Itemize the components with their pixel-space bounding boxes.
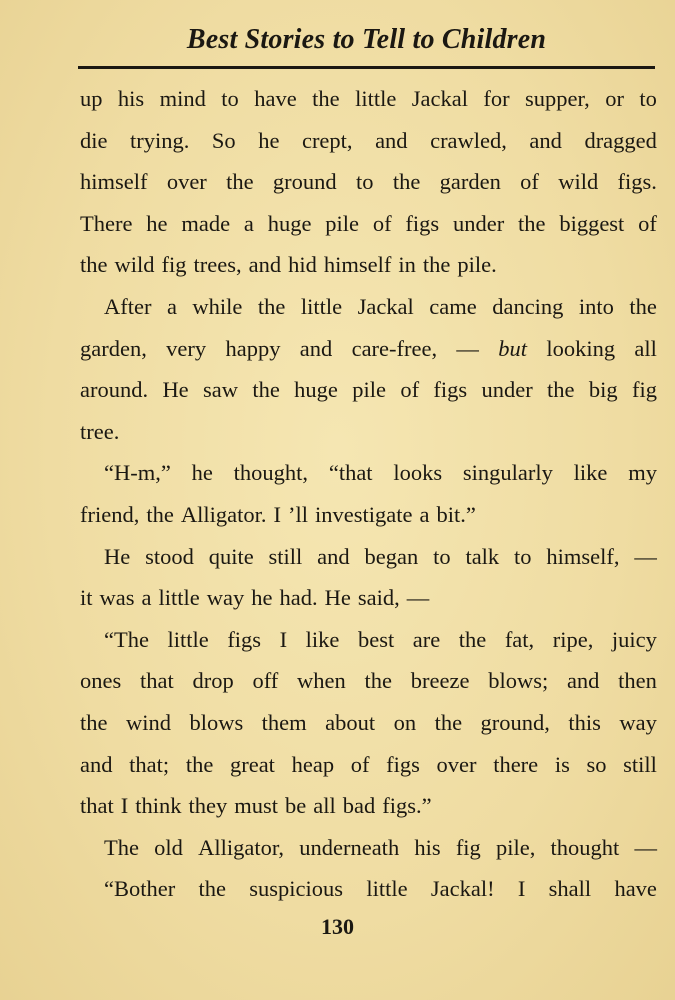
word: is <box>554 751 570 777</box>
word: the <box>198 876 227 902</box>
word: and <box>566 668 600 694</box>
word: he <box>251 585 273 611</box>
word: of <box>520 169 539 195</box>
word: care-free, <box>351 335 438 361</box>
word: fig <box>631 377 657 403</box>
word: have <box>614 876 657 902</box>
word: of <box>400 377 420 403</box>
word: little <box>300 293 343 319</box>
word: drop <box>192 668 234 694</box>
word: dragged <box>584 127 657 153</box>
word: mind <box>159 86 206 111</box>
word: the <box>257 293 286 319</box>
word: huge <box>294 377 338 403</box>
word: the <box>434 709 463 735</box>
word: biggest <box>559 210 625 236</box>
word: and <box>299 335 333 361</box>
word: all <box>634 335 657 361</box>
text-line <box>80 619 657 661</box>
word: of <box>638 210 657 236</box>
word: blows <box>189 709 244 735</box>
word: and <box>529 127 562 153</box>
word: pile. <box>457 252 497 278</box>
text-line <box>80 203 657 245</box>
text-line <box>80 868 657 910</box>
text-line <box>80 494 657 536</box>
word: little <box>355 86 397 111</box>
word: heap <box>291 751 335 777</box>
word: die <box>80 127 108 153</box>
word: talk <box>465 543 500 569</box>
word: have <box>254 86 297 111</box>
text-line <box>80 744 657 786</box>
word: that <box>80 793 114 819</box>
word: be <box>285 793 307 819</box>
word: his <box>414 834 441 860</box>
word: around. <box>80 377 149 403</box>
word: when <box>297 668 346 694</box>
word: — <box>456 335 479 361</box>
word: under <box>452 210 505 236</box>
word: the <box>146 501 174 527</box>
word: the <box>185 751 214 777</box>
word: old <box>154 834 183 860</box>
word: had. <box>279 585 318 611</box>
word: fat, <box>504 626 535 652</box>
word: pile <box>352 377 386 403</box>
word: like <box>305 626 340 652</box>
word: little <box>158 585 200 611</box>
word: himself <box>80 169 148 195</box>
word: singularly <box>462 460 553 486</box>
word: to <box>639 86 657 111</box>
word: breeze <box>410 668 470 694</box>
body-text <box>80 78 657 910</box>
word: there <box>493 751 539 777</box>
word: he <box>258 127 280 153</box>
word: and <box>317 543 350 569</box>
word: Jackal <box>357 293 414 319</box>
word: “H-m,” <box>104 460 171 486</box>
word: the <box>226 169 254 195</box>
word: He <box>324 585 351 611</box>
word: think <box>135 793 182 819</box>
word: ground, <box>480 709 550 735</box>
text-line <box>80 536 657 578</box>
word: under <box>481 377 533 403</box>
word: saw <box>203 377 239 403</box>
word: blows; <box>488 668 549 694</box>
word: bad <box>342 793 376 819</box>
word: bit.” <box>436 501 476 527</box>
word: to <box>221 86 239 111</box>
text-line <box>80 702 657 744</box>
word: a <box>419 501 430 527</box>
word: figs <box>227 626 262 652</box>
word: the <box>364 668 393 694</box>
word: So <box>211 127 236 153</box>
word: up <box>80 86 103 111</box>
word: the <box>392 169 421 195</box>
word: great <box>229 751 275 777</box>
word: like <box>573 460 608 486</box>
word: the <box>80 709 108 735</box>
word: my <box>628 460 657 486</box>
word: thought, <box>233 460 309 486</box>
word: the <box>629 293 657 319</box>
word: a <box>243 210 254 236</box>
word: shall <box>548 876 592 902</box>
word: garden <box>439 169 501 195</box>
word: a <box>166 293 177 319</box>
word: huge <box>267 210 312 236</box>
word: The <box>104 834 139 860</box>
text-line <box>80 78 657 120</box>
word: and <box>248 252 282 278</box>
word: way <box>619 709 657 735</box>
word: dancing <box>492 293 564 319</box>
word: of <box>350 751 370 777</box>
text-line <box>80 452 657 494</box>
word: over <box>436 751 477 777</box>
word: thought <box>550 834 620 860</box>
word: looks <box>393 460 443 486</box>
word: Alligator, <box>198 834 285 860</box>
word: suspicious <box>249 876 344 902</box>
word: them <box>261 709 307 735</box>
word: — <box>634 543 657 569</box>
word: Alligator. <box>180 501 267 527</box>
word: over <box>166 169 207 195</box>
word: I <box>279 626 288 652</box>
word: crawled, <box>430 127 507 153</box>
word: pile, <box>495 834 536 860</box>
word: trees, <box>193 252 242 278</box>
text-line <box>80 785 657 827</box>
word: the <box>312 86 340 111</box>
word: or <box>605 86 624 111</box>
word: crept, <box>301 127 353 153</box>
word: while <box>192 293 243 319</box>
word: fig <box>161 252 187 278</box>
text-line <box>80 660 657 702</box>
word: figs. <box>617 169 657 195</box>
word: figs <box>433 377 468 403</box>
word: “Bother <box>104 876 176 902</box>
word: said, <box>357 585 400 611</box>
word: After <box>104 293 152 319</box>
word: and <box>375 127 408 153</box>
word: figs.” <box>382 793 432 819</box>
word: hid <box>288 252 317 278</box>
word: still <box>268 543 303 569</box>
word: happy <box>225 335 281 361</box>
word: a <box>141 585 152 611</box>
word: of <box>372 210 392 236</box>
word: but <box>498 335 527 361</box>
word: way <box>206 585 245 611</box>
word: they <box>188 793 228 819</box>
text-line <box>80 827 657 869</box>
word: best <box>357 626 395 652</box>
word: trying. <box>130 127 190 153</box>
text-line <box>80 286 657 328</box>
word: and <box>80 751 113 777</box>
word: it <box>80 585 93 611</box>
word: big <box>588 377 618 403</box>
word: the <box>422 252 451 278</box>
word: about <box>325 709 376 735</box>
word: tree. <box>80 418 120 444</box>
text-line <box>80 244 657 286</box>
word: that; <box>129 751 170 777</box>
word: the <box>518 210 546 236</box>
word: himself, <box>546 543 620 569</box>
word: wind <box>125 709 171 735</box>
word: wild <box>114 252 155 278</box>
word: He <box>104 543 131 569</box>
word: to <box>355 169 374 195</box>
word: came <box>429 293 477 319</box>
word: ’ll <box>287 501 308 527</box>
word: he <box>146 210 168 236</box>
word: the <box>252 377 280 403</box>
header-rule <box>78 66 655 69</box>
word: ground <box>272 169 337 195</box>
word: supper, <box>525 86 590 111</box>
word: friend, <box>80 501 140 527</box>
word: in <box>398 252 416 278</box>
word: He <box>162 377 189 403</box>
word: I <box>120 793 129 819</box>
word: little <box>366 876 408 902</box>
text-line <box>80 161 657 203</box>
word: his <box>117 86 145 111</box>
word: that <box>139 668 174 694</box>
word: into <box>578 293 614 319</box>
word: he <box>191 460 213 486</box>
word: ones <box>80 668 122 694</box>
text-line <box>80 328 657 370</box>
word: began <box>364 543 419 569</box>
word: are <box>412 626 441 652</box>
text-line <box>80 411 657 453</box>
word: “that <box>328 460 373 486</box>
word: I <box>517 876 526 902</box>
word: stood <box>145 543 194 569</box>
page-number: 130 <box>321 914 354 939</box>
word: very <box>166 335 207 361</box>
word: pile <box>325 210 360 236</box>
word: Jackal <box>411 86 468 111</box>
word: made <box>181 210 231 236</box>
word: on <box>393 709 417 735</box>
word: for <box>483 86 510 111</box>
text-line <box>80 577 657 619</box>
word: was <box>99 585 135 611</box>
word: off <box>252 668 279 694</box>
word: to <box>514 543 532 569</box>
word: There <box>80 210 133 236</box>
word: so <box>586 751 607 777</box>
word: still <box>623 751 657 777</box>
word: garden, <box>80 335 147 361</box>
word: — <box>634 834 657 860</box>
running-head: Best Stories to Tell to Children <box>186 24 547 55</box>
word: “The <box>104 626 149 652</box>
text-line <box>80 369 657 411</box>
word: to <box>433 543 451 569</box>
word: this <box>568 709 601 735</box>
word: investigate <box>314 501 413 527</box>
word: wild <box>558 169 599 195</box>
word: little <box>167 626 209 652</box>
word: figs <box>405 210 440 236</box>
word: figs <box>386 751 420 777</box>
word: fig <box>455 834 481 860</box>
word: the <box>80 252 108 278</box>
word: looking <box>546 335 616 361</box>
word: Jackal! <box>430 876 495 902</box>
word: underneath <box>299 834 400 860</box>
word: ripe, <box>552 626 594 652</box>
word: himself <box>323 252 392 278</box>
word: I <box>273 501 281 527</box>
word: must <box>234 793 279 819</box>
word: quite <box>208 543 254 569</box>
word: the <box>458 626 487 652</box>
word: — <box>406 585 430 611</box>
word: juicy <box>611 626 657 652</box>
word: then <box>618 668 657 694</box>
word: all <box>313 793 336 819</box>
text-line <box>80 120 657 162</box>
word: the <box>547 377 575 403</box>
